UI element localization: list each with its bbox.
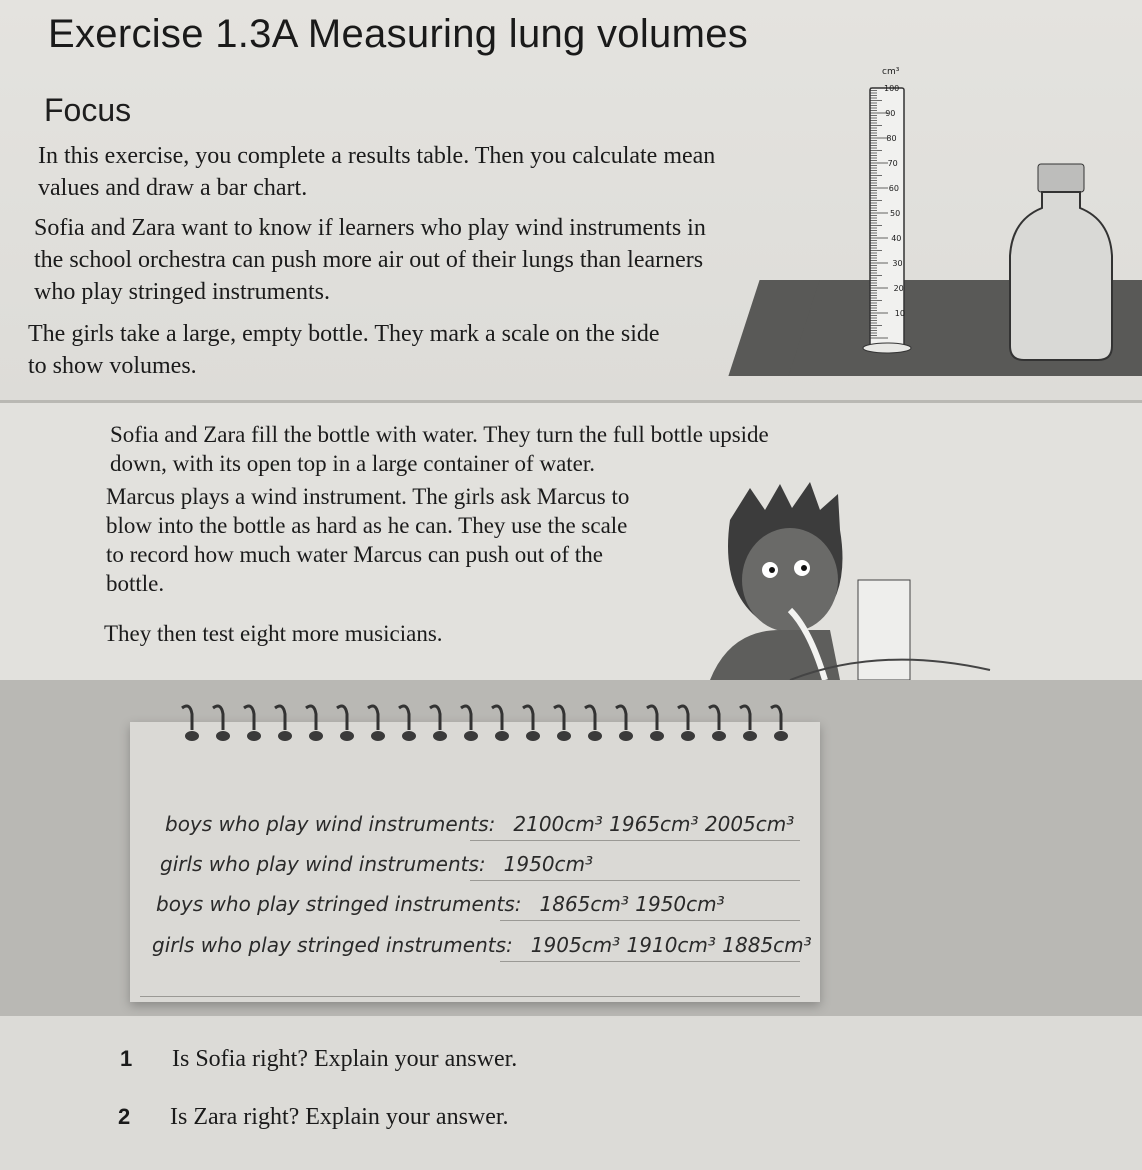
spiral-hole [185, 731, 199, 741]
spiral-hole [433, 731, 447, 741]
cylinder-tick-label: 50 [890, 209, 901, 218]
question-number: 1 [120, 1046, 133, 1071]
note-label: girls who play wind instruments: [160, 852, 486, 876]
spiral-ring [461, 706, 471, 730]
spiral-hole [743, 731, 757, 741]
note-label: boys who play stringed instruments: [156, 892, 522, 916]
notepad-spiral-binding [172, 700, 812, 750]
note-values: 1905cm³ 1910cm³ 1885cm³ [530, 933, 812, 957]
spiral-ring [244, 706, 254, 730]
question-1 [120, 1046, 517, 1073]
spiral-ring [306, 706, 316, 730]
bottle-paragraph: The girls take a large, empty bottle. They mark a scale on the side to show volumes. [28, 321, 660, 379]
note-rule [500, 920, 800, 921]
note-rule [470, 840, 800, 841]
spiral-ring [368, 706, 378, 730]
spiral-ring [616, 706, 626, 730]
spiral-hole [712, 731, 726, 741]
spiral-ring [740, 706, 750, 730]
note-values: 2100cm³ 1965cm³ 2005cm³ [513, 812, 795, 836]
question-2 [118, 1104, 509, 1131]
cylinder-tick-label: 80 [886, 134, 897, 143]
question-text: Is Zara right? Explain your answer. [170, 1104, 509, 1130]
spiral-ring [771, 706, 781, 730]
spiral-hole [464, 731, 478, 741]
exercise-title: Exercise 1.3A Measuring lung volumes [48, 12, 749, 56]
spiral-hole [557, 731, 571, 741]
note-line-girls-wind [160, 852, 593, 876]
cylinder-tick-label: 20 [893, 284, 904, 293]
cylinder-tick-label: 70 [887, 159, 898, 168]
question-text: Is Sofia right? Explain your answer. [172, 1046, 518, 1072]
spiral-hole [247, 731, 261, 741]
note-values: 1950cm³ [503, 852, 594, 876]
fill-paragraph: Sofia and Zara fill the bottle with water. They turn the full bottle upside down, with its open top in a large container of water. [110, 422, 769, 476]
spiral-ring [585, 706, 595, 730]
spiral-hole [340, 731, 354, 741]
marcus-illustration [690, 480, 1010, 680]
spiral-ring [275, 706, 285, 730]
cylinder-tick-label: 40 [891, 234, 902, 243]
question-number: 2 [118, 1104, 131, 1129]
spiral-hole [526, 731, 540, 741]
note-rule [470, 880, 800, 881]
spiral-ring [337, 706, 347, 730]
note-rule [140, 996, 800, 997]
spiral-hole [216, 731, 230, 741]
test-paragraph: They then test eight more musicians. [104, 621, 443, 646]
spiral-ring [492, 706, 502, 730]
cylinder-unit-label: cm³ [882, 67, 900, 77]
spiral-hole [588, 731, 602, 741]
bottle-illustration [1000, 160, 1120, 370]
cylinder-tick-label: 100 [884, 84, 900, 93]
note-label: girls who play stringed instruments: [152, 933, 513, 957]
spiral-hole [774, 731, 788, 741]
spiral-ring [678, 706, 688, 730]
intro-paragraph: In this exercise, you complete a results table. Then you calculate mean values and draw a bar chart. [38, 143, 716, 201]
spiral-hole [309, 731, 323, 741]
cylinder-tick-label: 30 [892, 259, 903, 268]
spiral-hole [371, 731, 385, 741]
spiral-hole [402, 731, 416, 741]
spiral-ring [523, 706, 533, 730]
questions-section [0, 1016, 1142, 1170]
note-values: 1865cm³ 1950cm³ [539, 892, 725, 916]
spiral-ring [182, 706, 192, 730]
note-line-boys-stringed [156, 892, 725, 916]
cylinder-tick-label: 90 [885, 109, 896, 118]
spiral-ring [647, 706, 657, 730]
note-label: boys who play wind instruments: [165, 812, 496, 836]
focus-heading: Focus [44, 92, 132, 128]
spiral-hole [495, 731, 509, 741]
spiral-ring [709, 706, 719, 730]
note-line-boys-wind [165, 812, 794, 836]
spiral-hole [681, 731, 695, 741]
cylinder-tick-label: 60 [888, 184, 899, 193]
marcus-paragraph: Marcus plays a wind instrument. The girls ask Marcus to blow into the bottle as hard as he can. They use the scale to record how much water Marcus can push out of the bottle. [106, 484, 630, 596]
spiral-ring [399, 706, 409, 730]
spiral-hole [619, 731, 633, 741]
spiral-ring [213, 706, 223, 730]
note-rule [500, 961, 800, 962]
hypothesis-paragraph: Sofia and Zara want to know if learners who play wind instruments in the school orchestra can push more air out of their lungs than learners who play stringed instruments. [34, 215, 706, 305]
spiral-hole [650, 731, 664, 741]
spiral-ring [554, 706, 564, 730]
spiral-ring [430, 706, 440, 730]
note-line-girls-stringed [152, 933, 812, 957]
cylinder-tick-label: 10 [894, 309, 905, 318]
spiral-hole [278, 731, 292, 741]
